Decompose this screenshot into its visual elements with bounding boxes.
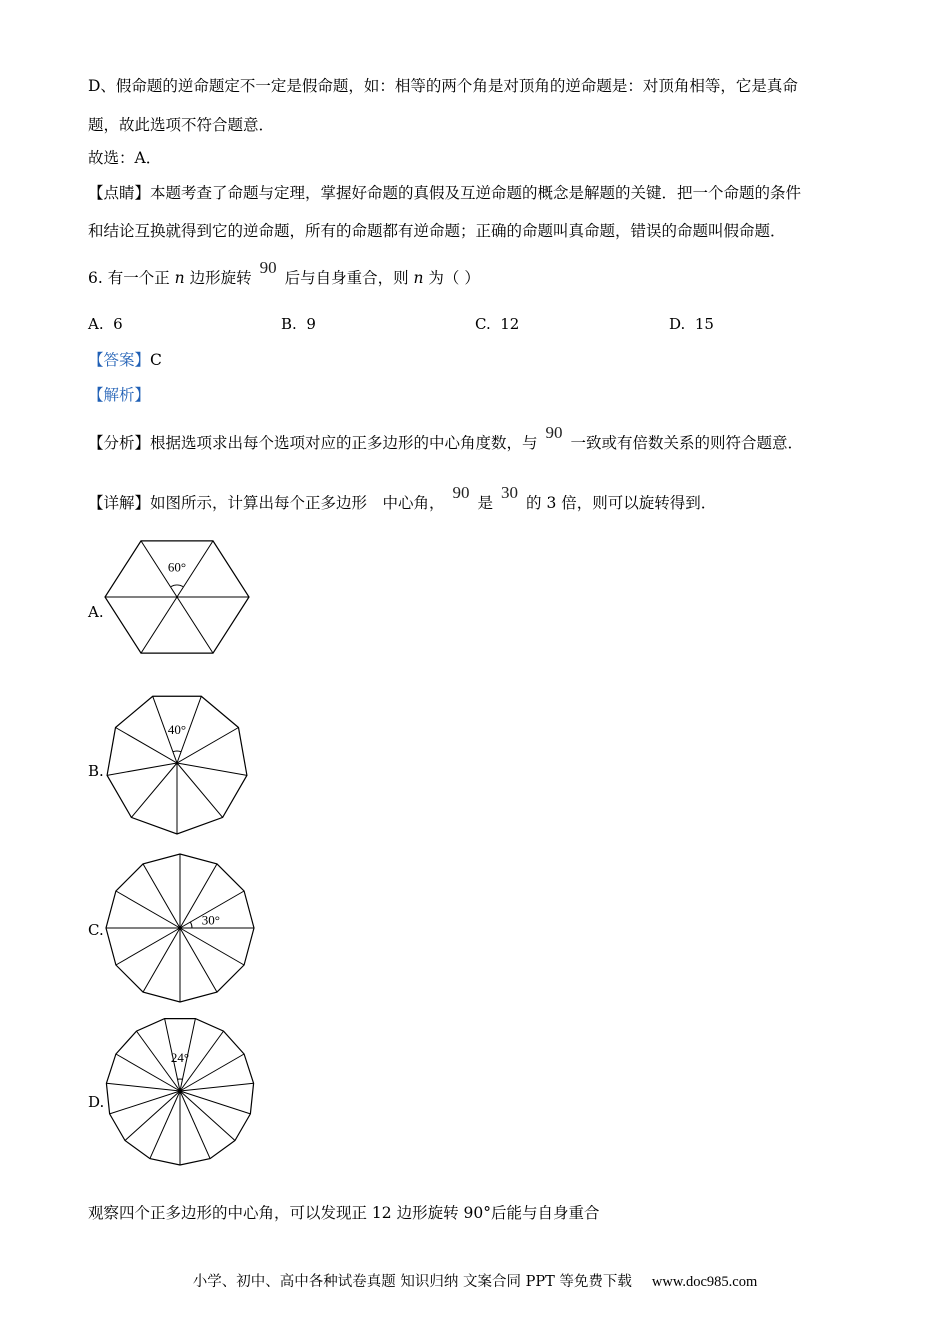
center-spoke <box>180 928 217 992</box>
answer-value: C <box>150 351 162 369</box>
degree-90: 90 <box>259 258 277 277</box>
center-spoke <box>180 928 244 965</box>
angle-label: 60° <box>167 559 187 575</box>
center-spoke <box>180 1091 235 1141</box>
center-spoke <box>131 763 177 817</box>
figure-label-b: B. <box>88 762 104 780</box>
angle-arc <box>173 751 181 752</box>
figure-label-c: C. <box>88 921 104 939</box>
dodecagon-figure <box>104 852 256 1004</box>
center-spoke <box>180 1091 210 1159</box>
center-spoke <box>116 928 180 965</box>
center-spoke <box>116 891 180 928</box>
dianjing-line-1: 【点睛】本题考查了命题与定理，掌握好命题的真假及互逆命题的概念是解题的关键．把一个命题的条件 <box>88 184 802 202</box>
angle-arc <box>190 922 192 928</box>
angle-label: 24° <box>170 1050 190 1065</box>
center-spoke <box>141 597 177 653</box>
question-6: 6. 有一个正 n 边形旋转90后与自身重合，则 n 为（ ） <box>88 258 480 287</box>
footer-url: www.doc985.com <box>651 1274 758 1290</box>
text-line-3: 故选：A． <box>88 149 162 167</box>
figure-label-d: D. <box>88 1093 105 1111</box>
figure-label-a: A. <box>88 603 104 621</box>
text-line-1: D、假命题的逆命题定不一定是假命题，如：相等的两个角是对顶角的逆命题是：对顶角相等，它是真命 <box>88 77 798 95</box>
option-b: B. 9 <box>281 315 316 333</box>
option-a: A. 6 <box>88 315 123 333</box>
answer-line <box>88 350 162 370</box>
answer-tag: 【答案】 <box>88 351 151 369</box>
jiexi-tag: 【解析】 <box>88 386 151 404</box>
option-d: D. 15 <box>669 315 714 333</box>
pentadecagon-figure <box>104 1015 256 1167</box>
center-spoke <box>107 763 177 775</box>
center-spoke <box>177 763 223 817</box>
fenxi-line: 【分析】根据选项求出每个选项对应的正多边形的中心角度数，与90一致或有倍数关系的则符合题意． <box>88 423 804 452</box>
xiangjie-line: 【详解】如图所示，计算出每个正多边形 中心角，90是30的 3 倍，则可以旋转得到． <box>88 483 717 512</box>
conclusion-line: 观察四个正多边形的中心角，可以发现正 12 边形旋转 90°后能与自身重合 <box>88 1204 600 1222</box>
page-footer <box>0 1270 950 1291</box>
degree-90: 90 <box>545 423 563 442</box>
center-spoke <box>177 728 238 764</box>
text-line-2: 题，故此选项不符合题意． <box>88 116 275 134</box>
center-spoke <box>150 1091 180 1159</box>
center-spoke <box>125 1091 180 1141</box>
angle-arc <box>171 585 183 587</box>
hexagon-figure <box>104 532 250 662</box>
footer-text: 小学、初中、高中各种试卷真题 知识归纳 文案合同 PPT 等免费下载 <box>192 1274 632 1290</box>
nonagon-figure <box>104 690 250 836</box>
center-spoke <box>143 864 180 928</box>
center-spoke <box>177 763 247 775</box>
degree-30: 30 <box>501 483 519 502</box>
jiexi-line <box>88 385 150 405</box>
center-spoke <box>180 1091 250 1114</box>
center-spoke <box>177 597 213 653</box>
degree-90: 90 <box>452 483 470 502</box>
angle-label: 30° <box>201 912 221 928</box>
center-spoke <box>143 928 180 992</box>
dianjing-line-2: 和结论互换就得到它的逆命题，所有的命题都有逆命题；正确的命题叫真命题，错误的命题叫假命题． <box>88 222 786 240</box>
center-spoke <box>110 1091 180 1114</box>
angle-label: 40° <box>167 722 187 737</box>
option-c: C. 12 <box>475 315 520 333</box>
